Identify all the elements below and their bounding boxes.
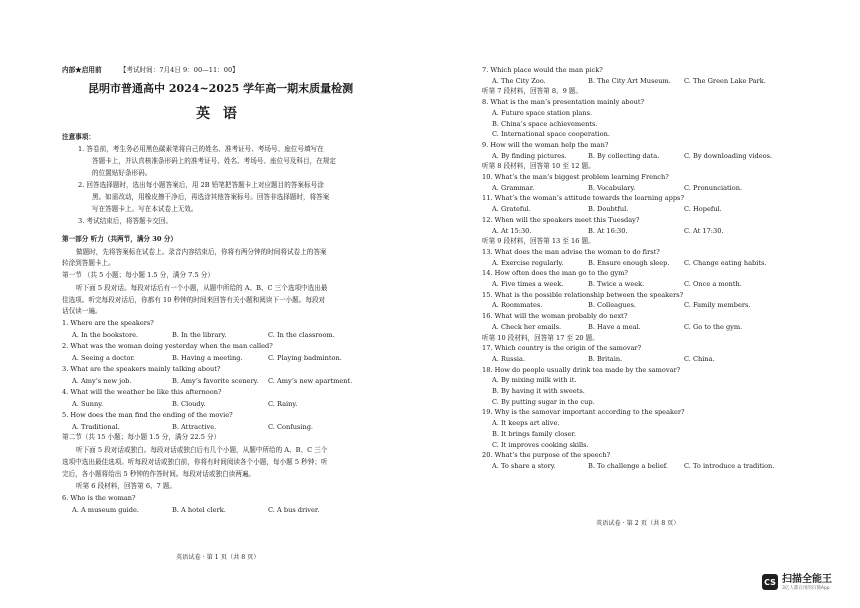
option-c: C. Confusing. bbox=[268, 423, 314, 431]
option-b: B. Cloudy. bbox=[172, 400, 206, 408]
part1-heading: 第一部分 听力（共两节，满分 30 分） bbox=[62, 235, 177, 243]
option-b: B. The City Art Museum. bbox=[588, 76, 671, 85]
option-b: B. Doubtful. bbox=[588, 205, 629, 214]
question-stem: 6. Who is the woman? bbox=[62, 494, 136, 502]
option-c: C. Once a month. bbox=[684, 280, 742, 288]
section1-intro-line: 话仅读一遍。 bbox=[62, 307, 102, 315]
header-line bbox=[62, 66, 239, 75]
question-stem: 20. What’s the purpose of the speech? bbox=[482, 451, 611, 460]
page-footer-2: 英语试卷 · 第 2 页（共 8 页） bbox=[596, 520, 680, 527]
option-a: A. Exercise regularly. bbox=[492, 258, 564, 267]
option-a: A. Check her emails. bbox=[492, 322, 562, 331]
option-b: B. At 16:30. bbox=[588, 226, 628, 235]
question-stem: 14. How often does the man go to the gym? bbox=[482, 269, 628, 278]
question-stem: 1. Where are the speakers? bbox=[62, 319, 154, 327]
watermark-subtitle: 3亿人都在用的扫描App bbox=[782, 586, 830, 591]
option-b: B. Colleagues. bbox=[588, 301, 636, 310]
option-c: C. China. bbox=[684, 354, 715, 363]
option-line: B. It brings family closer. bbox=[492, 429, 577, 438]
part1-intro-line: 做题时，先将答案标在试卷上。录音内容结束后，你将有两分钟的时间将试卷上的答案 bbox=[76, 248, 327, 256]
option-b: B. To challenge a belief. bbox=[588, 461, 669, 470]
question-stem: 2. What was the woman doing yesterday when the man called? bbox=[62, 342, 273, 350]
question-stem: 11. What’s the woman’s attitude towards the learning apps? bbox=[482, 194, 684, 203]
option-a: A. Five times a week. bbox=[492, 280, 564, 288]
option-a: A. The City Zoo. bbox=[492, 76, 546, 85]
option-b: B. In the library. bbox=[172, 331, 227, 339]
section-note: 听第 10 段材料，回答第 17 至 20 题。 bbox=[482, 333, 599, 342]
notice-line: 2. 回答选择题时，选出每小题答案后，用 2B 铅笔把答题卡上对应题目的答案标号涂 bbox=[78, 181, 324, 189]
scanner-watermark bbox=[762, 574, 852, 600]
option-c: C. Change eating habits. bbox=[684, 258, 767, 267]
option-c: C. Amy’s new apartment. bbox=[268, 377, 353, 385]
option-b: B. A hotel clerk. bbox=[172, 506, 226, 514]
question-stem: 16. What will the woman probably do next? bbox=[482, 312, 628, 321]
notice-line: 1. 答卷前，考生务必用黑色碳素笔将自己的姓名、准考证号、考场号、座位号填写在 bbox=[78, 145, 324, 153]
option-a: A. Traditional. bbox=[72, 423, 120, 431]
option-b: B. Attractive. bbox=[172, 423, 217, 431]
option-a: A. Grateful. bbox=[492, 205, 531, 214]
notice-heading: 注意事项： bbox=[62, 133, 95, 141]
right-page bbox=[430, 0, 860, 608]
section-note: 听第 9 段材料，回答第 13 至 16 题。 bbox=[482, 237, 595, 246]
option-line: A. Future space station plans. bbox=[492, 108, 593, 117]
notice-line: 3. 考试结束后，将答题卡交回。 bbox=[78, 217, 173, 225]
option-a: A. By finding pictures. bbox=[492, 151, 567, 160]
question-stem: 7. Which place would the man pick? bbox=[482, 66, 603, 74]
option-c: C. Hopeful. bbox=[684, 205, 722, 214]
option-c: C. Pronunciation. bbox=[684, 183, 743, 192]
question-stem: 9. How will the woman help the man? bbox=[482, 140, 609, 149]
part1-intro-line: 转涂到答题卡上。 bbox=[62, 259, 115, 267]
notice-line: 的位置贴好条形码。 bbox=[92, 169, 152, 177]
option-b: B. Have a meal. bbox=[588, 322, 641, 331]
option-c: C. The Green Lake Park. bbox=[684, 76, 766, 85]
option-line: A. It keeps art alive. bbox=[492, 419, 560, 428]
option-a: A. Roommates. bbox=[492, 301, 543, 310]
option-b: B. Having a meeting. bbox=[172, 354, 243, 362]
option-a: A. In the bookstore. bbox=[72, 331, 139, 339]
section1-intro-line: 听下面 5 段对话。每段对话后有一个小题，从题中所给的 A、B、C 三个选项中选出最 bbox=[76, 284, 328, 292]
question-stem: 17. Which country is the origin of the samovar? bbox=[482, 344, 642, 353]
option-b: B. Amy’s favorite scenery. bbox=[172, 377, 259, 385]
question-stem: 19. Why is the samovar important according to the speaker? bbox=[482, 408, 685, 417]
option-a: A. Russia. bbox=[492, 354, 526, 363]
section2-heading: 第二节（共 15 小题；每小题 1.5 分，满分 22.5 分） bbox=[62, 433, 221, 441]
notice-line: 黑。如需改动，用橡皮擦干净后，再选涂其他答案标号。回答非选择题时，将答案 bbox=[92, 193, 330, 201]
question-stem: 5. How does the man find the ending of the movie? bbox=[62, 411, 233, 419]
option-line: C. International space cooperation. bbox=[492, 130, 610, 139]
question-stem: 10. What’s the man’s biggest problem learning French? bbox=[482, 173, 669, 181]
section2-intro-line: 听第 6 段材料，回答第 6、7 题。 bbox=[76, 482, 177, 490]
option-c: C. Go to the gym. bbox=[684, 322, 743, 331]
question-stem: 13. What does the man advise the woman to do first? bbox=[482, 247, 660, 256]
option-a: A. To share a story. bbox=[492, 461, 556, 470]
option-c: C. To introduce a tradition. bbox=[684, 461, 775, 470]
exam-time: 【考试时间：7月4日 9：00—11：00】 bbox=[119, 66, 239, 74]
option-a: A. Sunny. bbox=[72, 400, 104, 408]
option-b: B. Vocabulary. bbox=[588, 183, 636, 192]
section1-heading: 第一节 （共 5 小题；每小题 1.5 分，满分 7.5 分） bbox=[62, 271, 214, 279]
section2-intro-line: 选项中选出最佳选项。听每段对话或独白前，你将有时间阅读各个小题，每小题 5 秒钟；听 bbox=[62, 458, 328, 466]
option-a: A. A museum guide. bbox=[72, 506, 139, 514]
option-c: C. A bus driver. bbox=[268, 506, 320, 514]
option-line: C. By putting sugar in the cup. bbox=[492, 397, 595, 406]
watermark-name: 扫描全能王 bbox=[782, 574, 832, 585]
page-footer-1: 英语试卷 · 第 1 页（共 8 页） bbox=[176, 554, 260, 561]
option-c: C. By downloading videos. bbox=[684, 151, 773, 160]
option-c: C. At 17:30. bbox=[684, 226, 724, 235]
question-stem: 3. What are the speakers mainly talking about? bbox=[62, 365, 221, 373]
option-c: C. In the classroom. bbox=[268, 331, 335, 339]
question-stem: 8. What is the man’s presentation mainly about? bbox=[482, 98, 645, 107]
option-b: B. By collecting data. bbox=[588, 151, 660, 160]
option-line: B. By having it with sweets. bbox=[492, 387, 585, 395]
option-a: A. Seeing a doctor. bbox=[72, 354, 136, 362]
notice-line: 答题卡上，并认真核准条形码上的准考证号、姓名、考场号、座位号及科目，在规定 bbox=[92, 157, 336, 165]
option-a: A. At 15:30. bbox=[492, 226, 532, 235]
option-b: B. Ensure enough sleep. bbox=[588, 258, 670, 267]
option-c: C. Family members. bbox=[684, 301, 751, 310]
question-stem: 15. What is the possible relationship between the speakers? bbox=[482, 290, 684, 299]
option-a: A. Grammar. bbox=[492, 183, 535, 192]
question-stem: 18. How do people usually drink tea made by the samovar? bbox=[482, 365, 681, 374]
option-line: A. By mixing milk with it. bbox=[492, 376, 577, 385]
section-note: 听第 7 段材料，回答第 8、9 题。 bbox=[482, 87, 583, 96]
exam-title: 昆明市普通高中 2024~2025 学年高一期末质量检测 bbox=[88, 82, 354, 95]
subject-title: 英 语 bbox=[196, 106, 241, 122]
option-c: C. Rainy. bbox=[268, 400, 298, 408]
option-c: C. Playing badminton. bbox=[268, 354, 342, 362]
confidential-label: 内部★启用前 bbox=[62, 66, 102, 74]
option-b: B. Twice a week. bbox=[588, 280, 645, 288]
option-line: C. It improves cooking skills. bbox=[492, 440, 589, 449]
option-b: B. Britain. bbox=[588, 354, 623, 363]
section-note: 听第 8 段材料，回答第 10 至 12 题。 bbox=[482, 162, 595, 171]
question-stem: 4. What will the weather be like this afternoon? bbox=[62, 388, 222, 396]
section2-intro-line: 听下面 5 段对话或独白。每段对话或独白后有几个小题，从题中所给的 A、B、C 三个 bbox=[76, 446, 328, 454]
section2-intro-line: 完后，各小题将给出 5 秒钟的作答时间。每段对话或独白读两遍。 bbox=[62, 470, 256, 478]
question-stem: 12. When will the speakers meet this Tuesday? bbox=[482, 215, 640, 224]
option-line: B. China’s space achievements. bbox=[492, 119, 598, 128]
section1-intro-line: 佳选项。听完每段对话后，你都有 10 秒钟的时间来回答有关小题和阅读下一小题。每段对 bbox=[62, 296, 326, 304]
camscanner-logo-icon: CS bbox=[762, 574, 778, 590]
option-a: A. Amy’s new job. bbox=[72, 377, 132, 385]
notice-line: 写在答题卡上。写在本试卷上无效。 bbox=[92, 205, 198, 213]
